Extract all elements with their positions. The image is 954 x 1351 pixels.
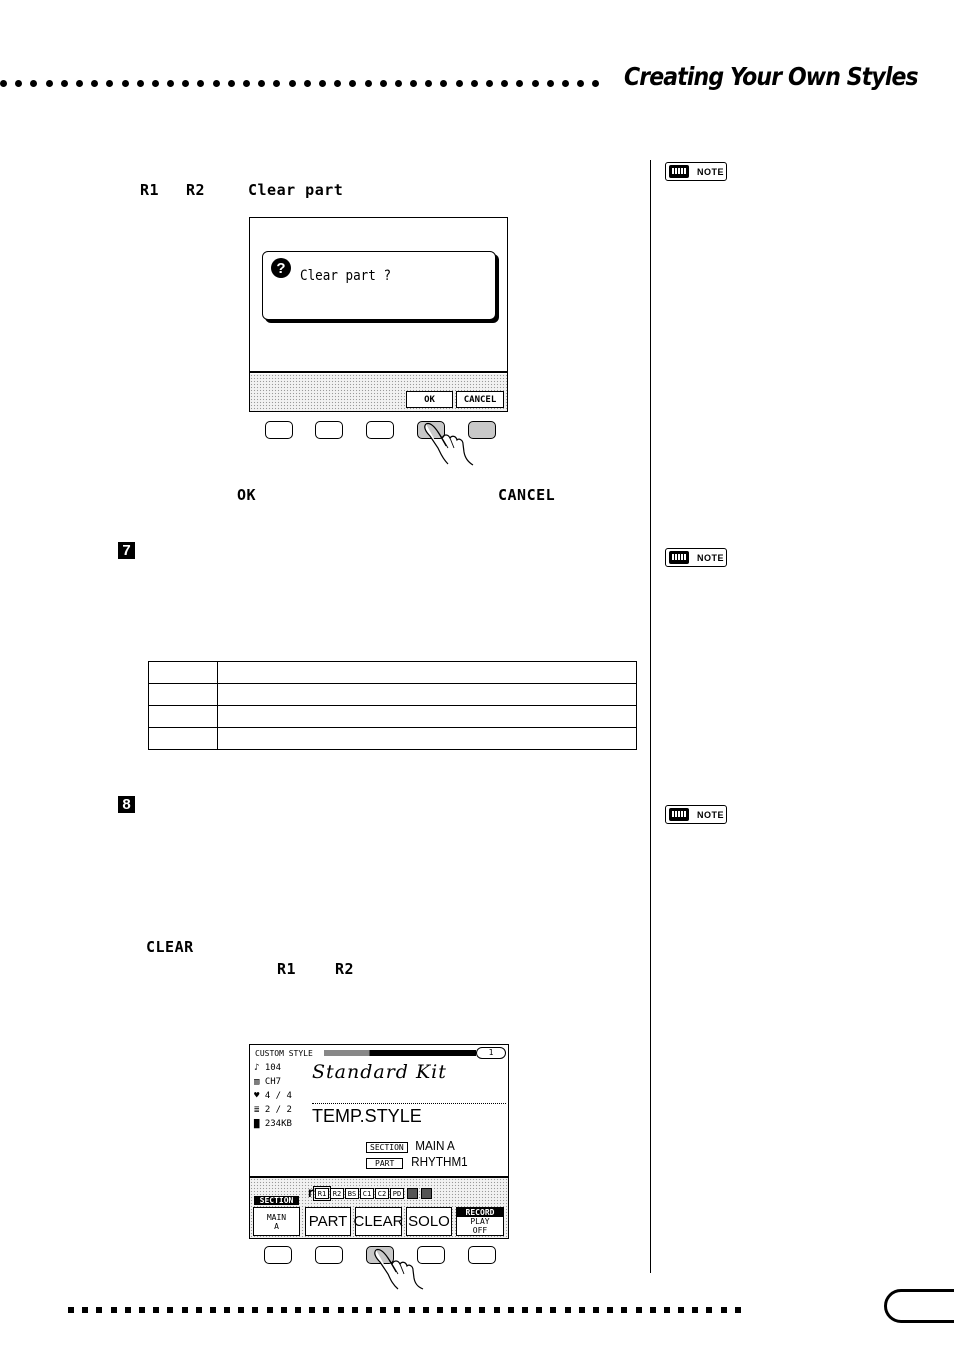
header-dot-rule xyxy=(0,80,620,87)
header-dot xyxy=(425,80,432,87)
table-row xyxy=(149,684,637,706)
dialog-box xyxy=(262,251,496,320)
footer-dot xyxy=(281,1307,287,1313)
part-chip-filled xyxy=(421,1188,432,1199)
part-chip-bs[interactable]: BS xyxy=(345,1188,359,1199)
header-dot xyxy=(197,80,204,87)
part-chip-c2[interactable]: C2 xyxy=(375,1188,389,1199)
page-title: Creating Your Own Styles xyxy=(624,62,918,91)
footer-dot xyxy=(579,1307,585,1313)
section-softkey-label: SECTION xyxy=(254,1196,299,1205)
panel-button-1[interactable] xyxy=(264,1246,292,1264)
screen-header-label: CUSTOM STYLE xyxy=(255,1049,313,1058)
header-dot xyxy=(243,80,250,87)
pressing-hand-icon xyxy=(368,1244,428,1290)
footer-dot xyxy=(536,1307,542,1313)
header-dot xyxy=(319,80,326,87)
keyboard-icon xyxy=(669,165,689,178)
footer-dot xyxy=(111,1307,117,1313)
header-dot xyxy=(592,80,599,87)
header-dot xyxy=(76,80,83,87)
note-badge xyxy=(665,548,727,567)
footer-dot xyxy=(735,1307,741,1313)
footer-dot xyxy=(238,1307,244,1313)
header-dot xyxy=(410,80,417,87)
record-softkey-label: RECORD xyxy=(457,1208,503,1217)
footer-dot xyxy=(465,1307,471,1313)
footer-dot xyxy=(68,1307,74,1313)
panel-button-2[interactable] xyxy=(315,421,343,439)
section-softkey-value: A xyxy=(274,1222,279,1231)
table-row xyxy=(149,706,637,728)
footer-dot xyxy=(522,1307,528,1313)
header-dot xyxy=(213,80,220,87)
header-dot xyxy=(456,80,463,87)
header-dot xyxy=(228,80,235,87)
header-dot xyxy=(182,80,189,87)
record-softkey-value: OFF xyxy=(472,1226,488,1235)
header-dot xyxy=(380,80,387,87)
header-dot xyxy=(471,80,478,87)
header-dot xyxy=(0,80,7,87)
footer-dot xyxy=(210,1307,216,1313)
footer-dot xyxy=(196,1307,202,1313)
footer-dot xyxy=(338,1307,344,1313)
table-row xyxy=(149,662,637,684)
header-dot xyxy=(273,80,280,87)
lcd-divider xyxy=(250,371,508,373)
r2-label: R2 xyxy=(186,181,206,199)
footer-dot xyxy=(167,1307,173,1313)
keyboard-icon xyxy=(669,808,689,821)
pressing-hand-icon xyxy=(418,418,478,466)
chord-row: ▥ CH7 xyxy=(254,1077,282,1087)
footer-dot xyxy=(692,1307,698,1313)
panel-button-2[interactable] xyxy=(315,1246,343,1264)
note-label: NOTE xyxy=(697,552,725,563)
footer-dot xyxy=(295,1307,301,1313)
footer-dot xyxy=(621,1307,627,1313)
header-dot xyxy=(15,80,22,87)
footer-dot xyxy=(678,1307,684,1313)
page-indicator xyxy=(476,1047,506,1059)
footer-dot xyxy=(479,1307,485,1313)
dotted-divider xyxy=(312,1103,506,1104)
question-icon: ? xyxy=(271,258,291,278)
header-dot xyxy=(395,80,402,87)
header-dot xyxy=(122,80,129,87)
note-badge xyxy=(665,162,727,181)
header-dot xyxy=(365,80,372,87)
footer-dot xyxy=(451,1307,457,1313)
part-tag: PART xyxy=(366,1158,403,1169)
solo-softkey[interactable]: SOLO xyxy=(406,1207,452,1236)
screen-header-bar xyxy=(324,1050,476,1056)
lcd-clear-part-dialog xyxy=(249,217,508,412)
header-dot xyxy=(577,80,584,87)
header-dot xyxy=(137,80,144,87)
footer-dot xyxy=(508,1307,514,1313)
page-number: 1 xyxy=(488,1048,494,1057)
voice-name: Standard Kit xyxy=(312,1061,447,1083)
record-softkey-value: PLAY xyxy=(470,1217,490,1226)
header-dot xyxy=(562,80,569,87)
part-chip-pd[interactable]: PD xyxy=(390,1188,404,1199)
tempo-row: ♪ 104 xyxy=(254,1063,282,1073)
section-softkey-value: MAIN xyxy=(266,1213,287,1222)
header-dot xyxy=(289,80,296,87)
header-dot xyxy=(106,80,113,87)
note-label: NOTE xyxy=(697,809,725,820)
footer-dot xyxy=(380,1307,386,1313)
footer-dot-rule xyxy=(68,1307,752,1313)
page-number-tab xyxy=(884,1289,954,1323)
footer-dot xyxy=(437,1307,443,1313)
panel-button-3[interactable] xyxy=(366,421,394,439)
dialog-message: Clear part ? xyxy=(300,268,392,284)
r1-label: R1 xyxy=(277,960,297,978)
header-dot xyxy=(46,80,53,87)
footer-dot xyxy=(96,1307,102,1313)
part-chip-r1[interactable]: R1 xyxy=(315,1188,329,1199)
header-dot xyxy=(258,80,265,87)
panel-button-1[interactable] xyxy=(265,421,293,439)
footer-dot xyxy=(309,1307,315,1313)
footer-dot xyxy=(352,1307,358,1313)
table-row xyxy=(149,728,637,750)
header-dot xyxy=(516,80,523,87)
footer-dot xyxy=(409,1307,415,1313)
note-label: NOTE xyxy=(697,166,725,177)
footer-dot xyxy=(721,1307,727,1313)
r1-label: R1 xyxy=(140,181,160,199)
header-dot xyxy=(167,80,174,87)
section-tag: SECTION xyxy=(366,1142,408,1153)
clear-part-label: Clear part xyxy=(248,181,344,199)
footer-dot xyxy=(593,1307,599,1313)
memory-row: ▇ 234KB xyxy=(254,1119,292,1129)
footer-dot xyxy=(125,1307,131,1313)
footer-dot xyxy=(394,1307,400,1313)
footer-dot xyxy=(650,1307,656,1313)
section-softkey[interactable] xyxy=(253,1196,300,1236)
part-table xyxy=(148,661,637,750)
footer-dot xyxy=(494,1307,500,1313)
header-dot xyxy=(304,80,311,87)
style-name: TEMP.STYLE xyxy=(312,1106,422,1126)
keyboard-icon xyxy=(669,551,689,564)
footer-dot xyxy=(252,1307,258,1313)
cancel-softkey[interactable]: CANCEL xyxy=(456,391,504,408)
r2-label: R2 xyxy=(335,960,355,978)
timesig-row: ♥ 4 / 4 xyxy=(254,1091,292,1101)
header-dot xyxy=(334,80,341,87)
clear-label: CLEAR xyxy=(146,938,194,956)
ok-softkey[interactable]: OK xyxy=(406,391,453,408)
step-8-badge: 8 xyxy=(118,796,135,813)
measure-row: ≣ 2 / 2 xyxy=(254,1105,292,1115)
heart-icon: ♥ xyxy=(254,1091,260,1101)
footer-dot xyxy=(706,1307,712,1313)
footer-dot xyxy=(82,1307,88,1313)
chord-icon: ▥ xyxy=(254,1077,260,1087)
header-dot xyxy=(486,80,493,87)
footer-dot xyxy=(366,1307,372,1313)
header-dot xyxy=(501,80,508,87)
header-dot xyxy=(349,80,356,87)
part-bracket-icon: r xyxy=(307,1186,315,1201)
clear-softkey[interactable]: CLEAR xyxy=(355,1207,402,1236)
footer-dot xyxy=(423,1307,429,1313)
part-chip-r2[interactable]: R2 xyxy=(330,1188,344,1199)
part-chip-filled xyxy=(407,1188,418,1199)
footer-dot xyxy=(153,1307,159,1313)
footer-dot xyxy=(182,1307,188,1313)
header-dot xyxy=(30,80,37,87)
header-dot xyxy=(152,80,159,87)
footer-dot xyxy=(323,1307,329,1313)
part-value: RHYTHM1 xyxy=(411,1154,469,1169)
footer-dot xyxy=(139,1307,145,1313)
ok-option-label: OK xyxy=(237,486,257,504)
header-dot xyxy=(547,80,554,87)
record-softkey[interactable] xyxy=(456,1207,504,1236)
part-chip-c1[interactable]: C1 xyxy=(360,1188,374,1199)
measure-icon: ≣ xyxy=(254,1105,260,1115)
footer-dot xyxy=(565,1307,571,1313)
status-list xyxy=(254,1063,292,1129)
section-value: MAIN A xyxy=(415,1138,455,1153)
step-7-badge: 7 xyxy=(118,542,135,559)
part-row xyxy=(366,1151,471,1170)
disk-icon: ▇ xyxy=(254,1119,260,1129)
part-softkey[interactable]: PART xyxy=(305,1207,351,1236)
footer-dot xyxy=(267,1307,273,1313)
header-dot xyxy=(440,80,447,87)
footer-dot xyxy=(550,1307,556,1313)
panel-button-5[interactable] xyxy=(468,1246,496,1264)
margin-divider xyxy=(650,160,651,1273)
footer-dot xyxy=(224,1307,230,1313)
note-badge xyxy=(665,805,727,824)
footer-dot xyxy=(664,1307,670,1313)
footer-dot xyxy=(636,1307,642,1313)
metronome-icon: ♪ xyxy=(254,1063,260,1073)
header-dot xyxy=(61,80,68,87)
cancel-option-label: CANCEL xyxy=(498,486,556,504)
footer-dot xyxy=(607,1307,613,1313)
header-dot xyxy=(91,80,98,87)
header-dot xyxy=(532,80,539,87)
